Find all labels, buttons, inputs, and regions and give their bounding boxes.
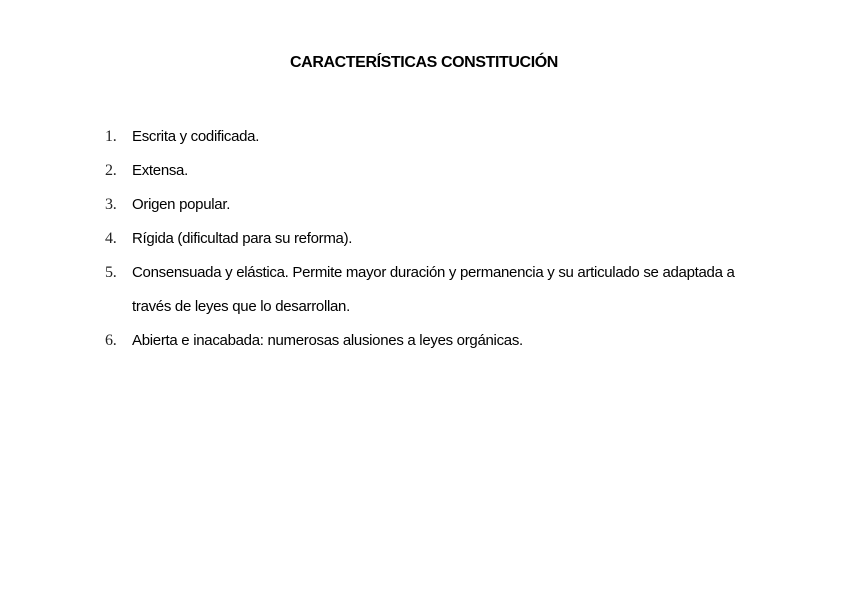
list-item-number: 5. xyxy=(105,264,117,281)
list-item xyxy=(100,324,760,358)
list-item xyxy=(100,188,760,222)
list-item-text: Rígida (dificultad para su reforma). xyxy=(132,230,353,247)
list-item xyxy=(100,120,760,154)
list-item-text: Consensuada y elástica. Permite mayor duración y permanencia y su articulado se adaptada a través de leyes que lo desarrollan. xyxy=(132,264,735,315)
list-item-number: 2. xyxy=(105,162,117,179)
list-item xyxy=(100,222,760,256)
list-item-number: 3. xyxy=(105,196,117,213)
list-item xyxy=(100,256,760,324)
list-item-number: 4. xyxy=(105,230,117,247)
list-item-number: 6. xyxy=(105,332,117,349)
list-item xyxy=(100,154,760,188)
list-item-text: Origen popular. xyxy=(132,196,231,213)
list-item-text: Escrita y codificada. xyxy=(132,128,260,145)
list-item-text: Abierta e inacabada: numerosas alusiones a leyes orgánicas. xyxy=(132,332,523,349)
document-title: CARACTERÍSTICAS CONSTITUCIÓN xyxy=(290,54,558,71)
characteristics-list xyxy=(100,120,760,358)
list-item-text: Extensa. xyxy=(132,162,188,179)
list-item-number: 1. xyxy=(105,128,117,145)
